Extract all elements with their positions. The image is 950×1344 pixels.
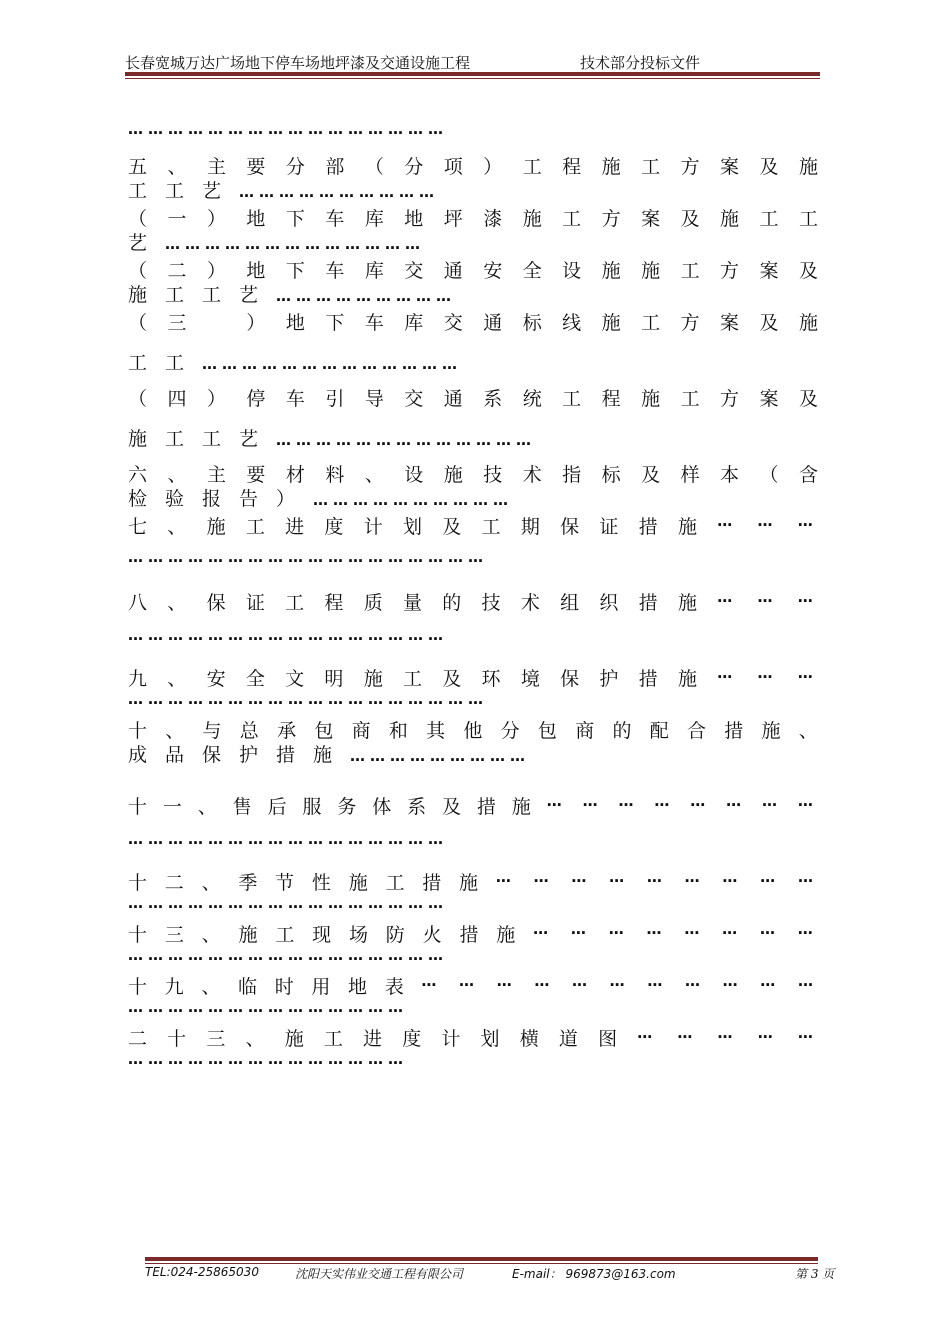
toc-line: 十 、 与 总 承 包 商 和 其 他 分 包 商 的 配 合 措 施 、 (128, 720, 818, 742)
toc-line: 五 、 主 要 分 部 （ 分 项 ） 工 程 施 工 方 案 及 施 (128, 156, 818, 178)
toc-line: （ 四 ） 停 车 引 导 交 通 系 统 工 程 施 工 方 案 及 (128, 388, 818, 410)
header-rule-thin (125, 78, 820, 79)
toc-line: ………………………………………… (128, 946, 448, 964)
toc-line: 检验报告）………………………… (128, 488, 514, 510)
toc-line: …………………………………… (128, 1050, 408, 1068)
toc-line: 艺………………………………… (128, 232, 426, 254)
toc-line: 十 九 、 临 时 用 地 表 … … … … … … … … … … … (128, 972, 818, 998)
header-rule-thick (125, 72, 820, 76)
footer-email: E-mail： 969873@163.com (512, 1267, 676, 1281)
toc-line: ……………………………………………… (128, 690, 488, 708)
toc-line: ………………………………………… (128, 830, 448, 848)
toc-line: 八 、 保 证 工 程 质 量 的 技 术 组 织 措 施 … … … (128, 588, 818, 614)
toc-line: （ 三 ） 地 下 车 库 交 通 标 线 施 工 方 案 及 施 (128, 312, 818, 334)
toc-line: 九 、 安 全 文 明 施 工 及 环 境 保 护 措 施 … … … (128, 664, 818, 690)
footer-company-name: 沈阳天实伟业交通工程有限公司 (295, 1267, 464, 1281)
toc-line: 施工工艺……………………… (128, 284, 457, 306)
toc-line: …………………………………… (128, 998, 408, 1016)
footer-rule-thin (145, 1263, 818, 1264)
page-footer (145, 1265, 845, 1285)
toc-line: ………………………………………… (128, 894, 448, 912)
toc-line: 七 、 施 工 进 度 计 划 及 工 期 保 证 措 施 … … … (128, 512, 818, 538)
toc-line: ………………………………………… (128, 120, 448, 138)
toc-line: ……………………………………………… (128, 548, 488, 566)
toc-line: （ 二 ） 地 下 车 库 交 通 安 全 设 施 施 工 方 案 及 (128, 260, 818, 282)
header-project-title: 长春宽城万达广场地下停车场地坪漆及交通设施工程 (125, 54, 471, 72)
footer-page-number: 第 3 页 (795, 1267, 835, 1281)
footer-rule-thick (145, 1257, 818, 1261)
toc-line: 施工工艺………………………………… (128, 428, 537, 450)
toc-line: 成品保护措施……………………… (128, 744, 531, 766)
toc-line: 二 十 三 、 施 工 进 度 计 划 横 道 图 … … … … … (128, 1024, 818, 1050)
toc-line: （ 一 ） 地 下 车 库 地 坪 漆 施 工 方 案 及 施 工 工 (128, 208, 818, 230)
toc-line: 工工艺………………………… (128, 180, 440, 202)
toc-line: 十 一 、 售 后 服 务 体 系 及 措 施 … … … … … … … … (128, 792, 818, 818)
toc-line: 工工………………………………… (128, 352, 463, 374)
toc-line: 六 、 主 要 材 料 、 设 施 技 术 指 标 及 样 本 （ 含 (128, 464, 818, 486)
footer-telephone: TEL:024-25865030 (145, 1265, 259, 1279)
toc-line: 十 二 、 季 节 性 施 工 措 施 … … … … … … … … … (128, 868, 818, 894)
toc-line: 十 三 、 施 工 现 场 防 火 措 施 … … … … … … … … (128, 920, 818, 946)
toc-line: ………………………………………… (128, 626, 448, 644)
header-doc-type: 技术部分投标文件 (580, 54, 701, 72)
